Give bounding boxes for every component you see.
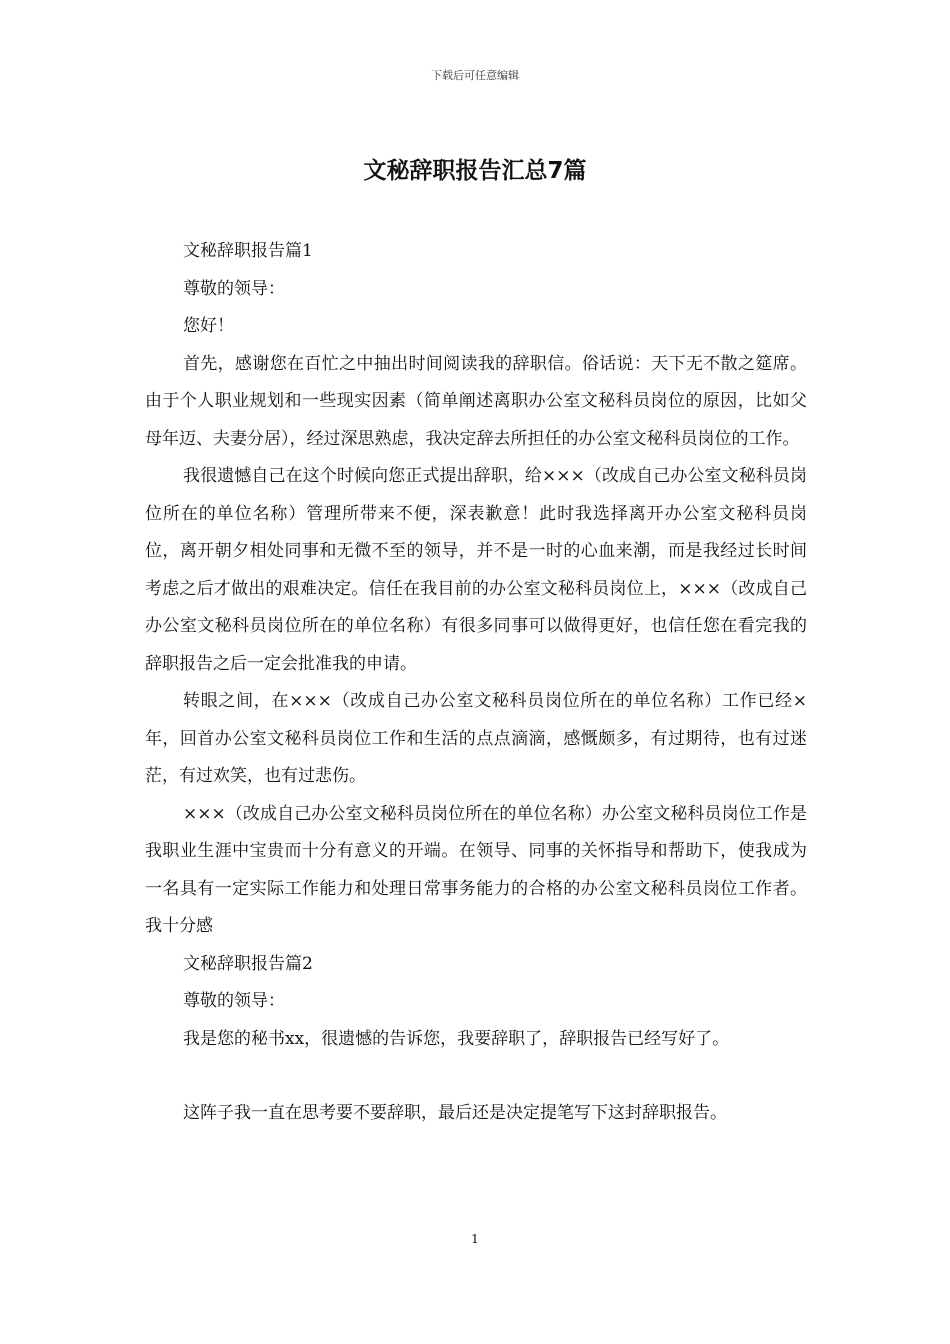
salutation: 尊敬的领导：	[183, 278, 285, 299]
salutation: 尊敬的领导：	[183, 991, 285, 1011]
paragraph: ×××（改成自己办公室文秘科员岗位所在的单位名称）办公室文秘科员岗位工作是我职业生涯中宝贵而十分有意义的开端。在领导、同事的关怀指导和帮助下，使我成为一名具有一定实际工作能力和处理日常事务能力的合格的办公室文秘科员岗位工作者。我十分感	[145, 803, 807, 936]
document-title: 文秘辞职报告汇总7篇	[363, 158, 587, 184]
section-heading: 文秘辞职报告篇1	[183, 241, 313, 261]
paragraph: 首先，感谢您在百忙之中抽出时间阅读我的辞职信。俗话说：天下无不散之筵席。由于个人职业规划和一些现实因素（简单阐述离职办公室文秘科员岗位的原因，比如父母年迈、夫妻分居），经过深思熟虑，我决定辞去所担任的办公室文秘科员岗位的工作。	[145, 353, 807, 449]
paragraph: 我很遗憾自己在这个时候向您正式提出辞职，给×××（改成自己办公室文秘科员岗位所在的单位名称）管理所带来不便，深表歉意！此时我选择离开办公室文秘科员岗位，离开朝夕相处同事和无微不至的领导，并不是一时的心血来潮，而是我经过长时间考虑之后才做出的艰难决定。信任在我目前的办公室文秘科员岗位上，×××（改成自己办公室文秘科员岗位所在的单位名称）有很多同事可以做得更好，也信任您在看完我的辞职报告之后一定会批准我的申请。	[145, 466, 807, 674]
greeting: 您好！	[183, 316, 234, 336]
document-body	[145, 233, 807, 1133]
paragraph: 这阵子我一直在思考要不要辞职，最后还是决定提笔写下这封辞职报告。	[183, 1103, 727, 1123]
paragraph: 我是您的秘书xx，很遗憾的告诉您，我要辞职了，辞职报告已经写好了。	[183, 1028, 730, 1049]
page-number: 1	[471, 1232, 479, 1246]
section-heading: 文秘辞职报告篇2	[183, 953, 313, 974]
paragraph: 转眼之间，在×××（改成自己办公室文秘科员岗位所在的单位名称）工作已经×年，回首办公室文秘科员岗位工作和生活的点点滴滴，感慨颇多，有过期待，也有过迷茫，有过欢笑，也有过悲伤。	[145, 691, 807, 786]
header-note: 下载后可任意编辑	[431, 69, 519, 82]
